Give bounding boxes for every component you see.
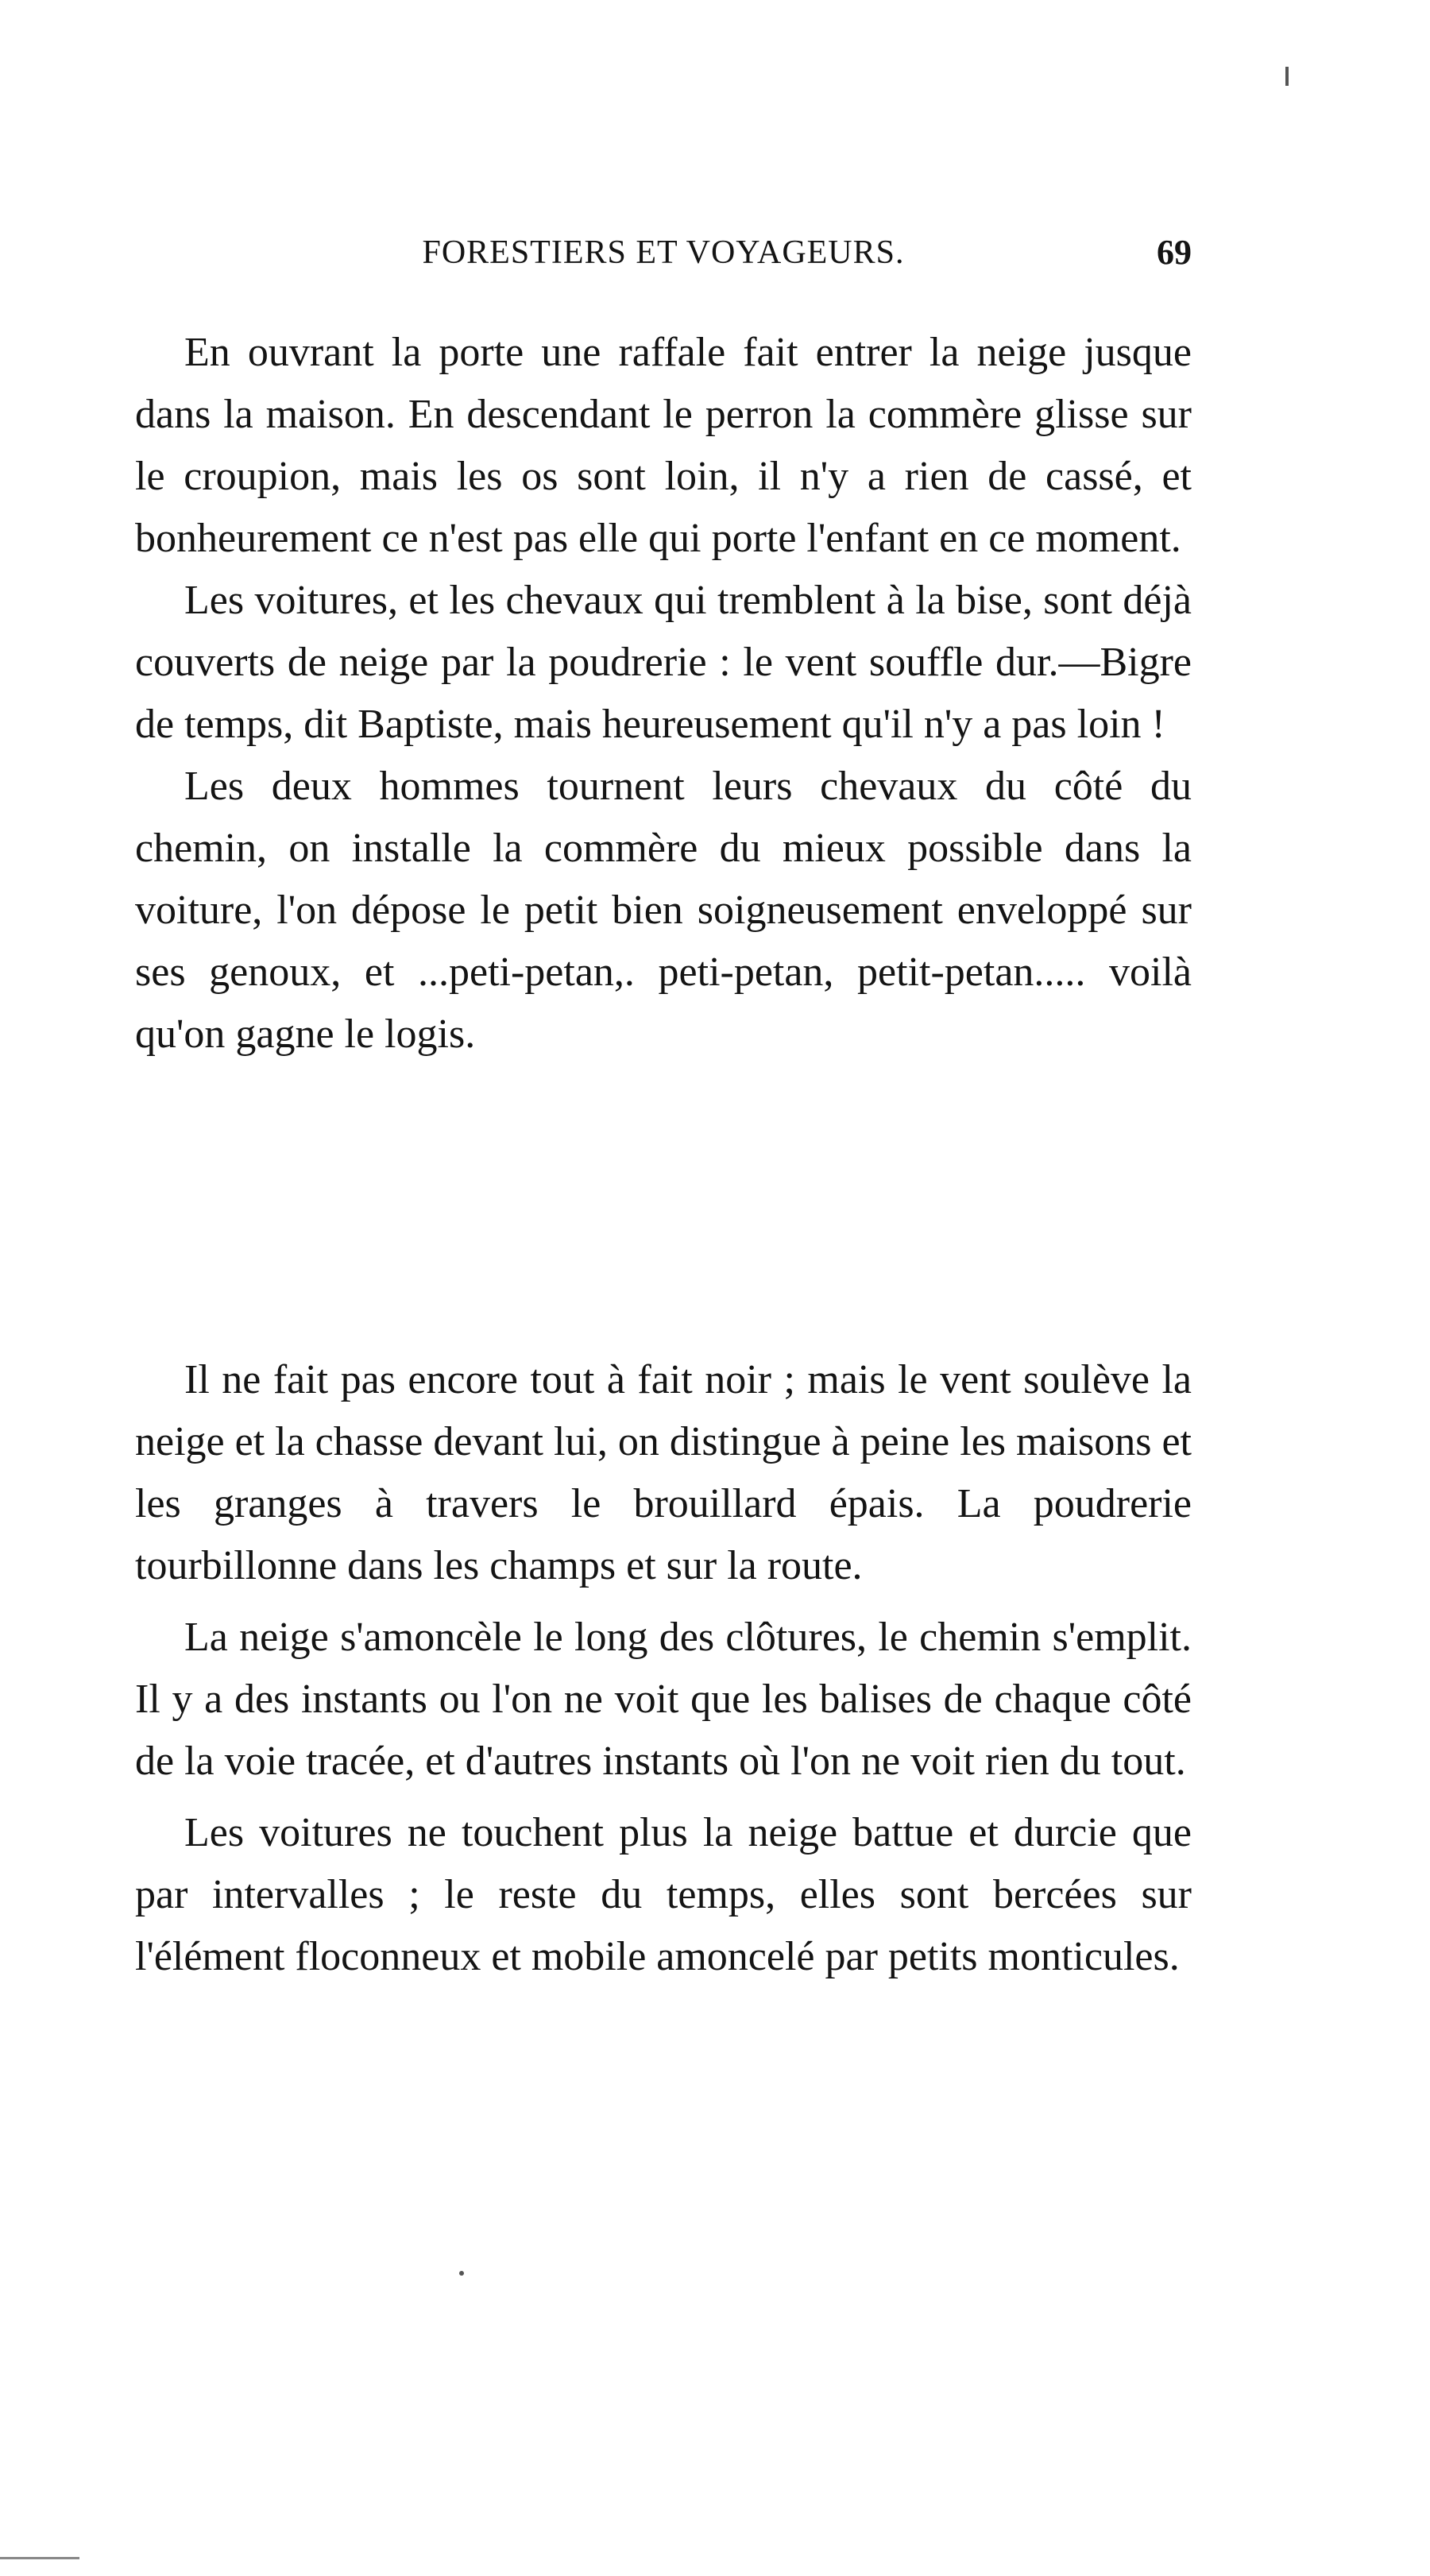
paragraph: Les voitures ne touchent plus la neige battue et durcie que par intervalles ; le reste du temps, elles sont bercées sur l'élément floconneux et mobile amoncelé par petits monticules. <box>135 1810 1192 1979</box>
paragraph: Les voitures, et les chevaux qui tremblent à la bise, sont déjà couverts de neige par la poudrerie : le vent souffle dur.—Bigre de temps, dit Baptiste, mais heureusement qu'il n'y a pas loin ! <box>135 578 1192 747</box>
scan-edge-line <box>0 2557 79 2559</box>
paragraph: Il ne fait pas encore tout à fait noir ; mais le vent soulève la neige et la chasse devant lui, on distingue à peine les maisons et les granges à travers le brouillard épais. La poudrerie tourbillonne dans les champs et sur la route. <box>135 1357 1192 1588</box>
page-number: 69 <box>1157 233 1192 272</box>
paragraph: Les deux hommes tournent leurs chevaux du côté du chemin, on installe la commère du mieux possible dans la voiture, l'on dépose le petit bien soigneusement enveloppé sur ses genoux, et ...peti-petan,. peti-petan, petit-petan..... voilà qu'on gagne le logis. <box>135 764 1192 1057</box>
running-title: FORESTIERS ET VOYAGEURS. <box>422 234 905 271</box>
paragraph: En ouvrant la porte une raffale fait entrer la neige jusque dans la maison. En descendant le perron la commère glisse sur le croupion, mais les os sont loin, il n'y a rien de cassé, et bonheurement ce n'est pas elle qui porte l'enfant en ce moment. <box>135 330 1192 561</box>
text-section-2 <box>135 1349 1192 1988</box>
ink-speck <box>459 2271 464 2276</box>
paragraph: La neige s'amoncèle le long des clôtures, le chemin s'emplit. Il y a des instants ou l'on ne voit que les balises de chaque côté de la voie tracée, et d'autres instants où l'on ne voit rien du tout. <box>135 1615 1192 1784</box>
corner-mark <box>1285 67 1289 86</box>
running-head <box>135 229 1192 277</box>
text-section-1 <box>135 322 1192 1066</box>
